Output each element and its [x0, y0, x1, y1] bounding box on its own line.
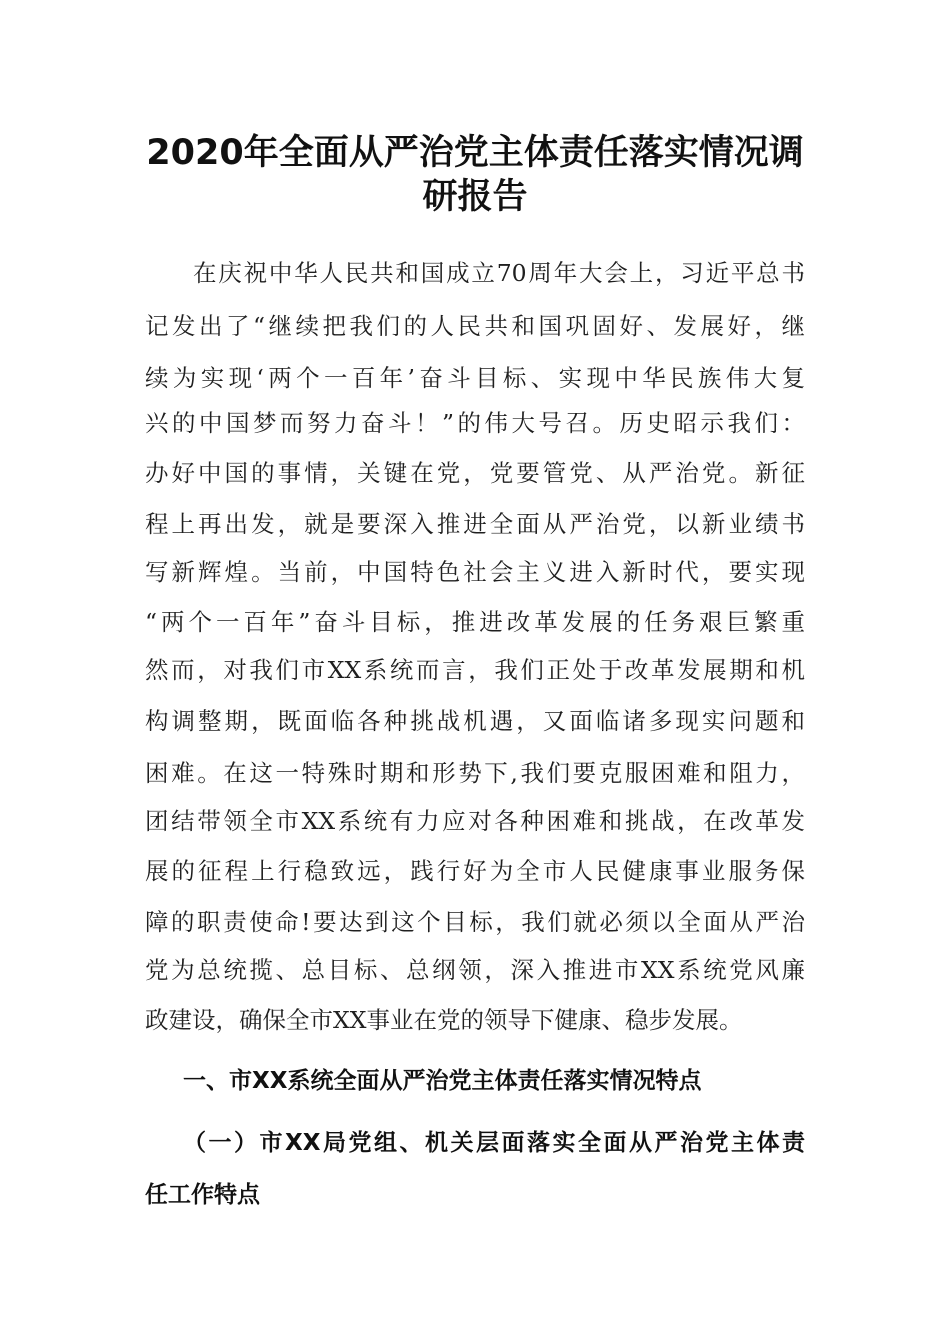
paragraph-line: 记发出了“继续把我们的人民共和国巩固好、发展好，继	[145, 312, 805, 340]
subsection-heading-line-2: 任工作特点	[145, 1182, 260, 1208]
paragraph-line: 构调整期，既面临各种挑战机遇，又面临诸多现实问题和	[145, 707, 805, 735]
paragraph-line: 困难。在这一特殊时期和形势下,我们要克服困难和阻力，	[145, 759, 805, 787]
paragraph-line: 党为总统揽、总目标、总纲领，深入推进市XX系统党风廉	[145, 956, 805, 984]
document-title-line-2: 研报告	[422, 177, 528, 217]
paragraph-line: 程上再出发，就是要深入推进全面从严治党，以新业绩书	[145, 510, 805, 538]
subsection-heading-line-1: （一）市XX局党组、机关层面落实全面从严治党主体责	[183, 1130, 805, 1156]
paragraph-line: 然而，对我们市XX系统而言，我们正处于改革发展期和机	[145, 656, 805, 684]
paragraph-line: 续为实现‘两个一百年’奋斗目标、实现中华民族伟大复	[145, 364, 805, 392]
paragraph-line: 写新辉煌。当前，中国特色社会主义进入新时代，要实现	[145, 558, 805, 586]
paragraph-line: 办好中国的事情，关键在党，党要管党、从严治党。新征	[145, 459, 805, 487]
section-heading-1: 一、市XX系统全面从严治党主体责任落实情况特点	[183, 1068, 702, 1094]
paragraph-line: 展的征程上行稳致远，践行好为全市人民健康事业服务保	[145, 857, 805, 885]
paragraph-line: 在庆祝中华人民共和国成立70周年大会上，习近平总书	[193, 259, 805, 287]
paragraph-line: 政建设，确保全市XX事业在党的领导下健康、稳步发展。	[145, 1006, 743, 1034]
document-title-line-1: 2020年全面从严治党主体责任落实情况调	[146, 133, 804, 173]
paragraph-line: 团结带领全市XX系统有力应对各种困难和挑战，在改革发	[145, 807, 805, 835]
paragraph-line: 兴的中国梦而努力奋斗！”的伟大号召。历史昭示我们：	[145, 409, 805, 437]
paragraph-line: “两个一百年”奋斗目标，推进改革发展的任务艰巨繁重	[145, 608, 805, 636]
paragraph-line: 障的职责使命!要达到这个目标，我们就必须以全面从严治	[145, 908, 805, 936]
